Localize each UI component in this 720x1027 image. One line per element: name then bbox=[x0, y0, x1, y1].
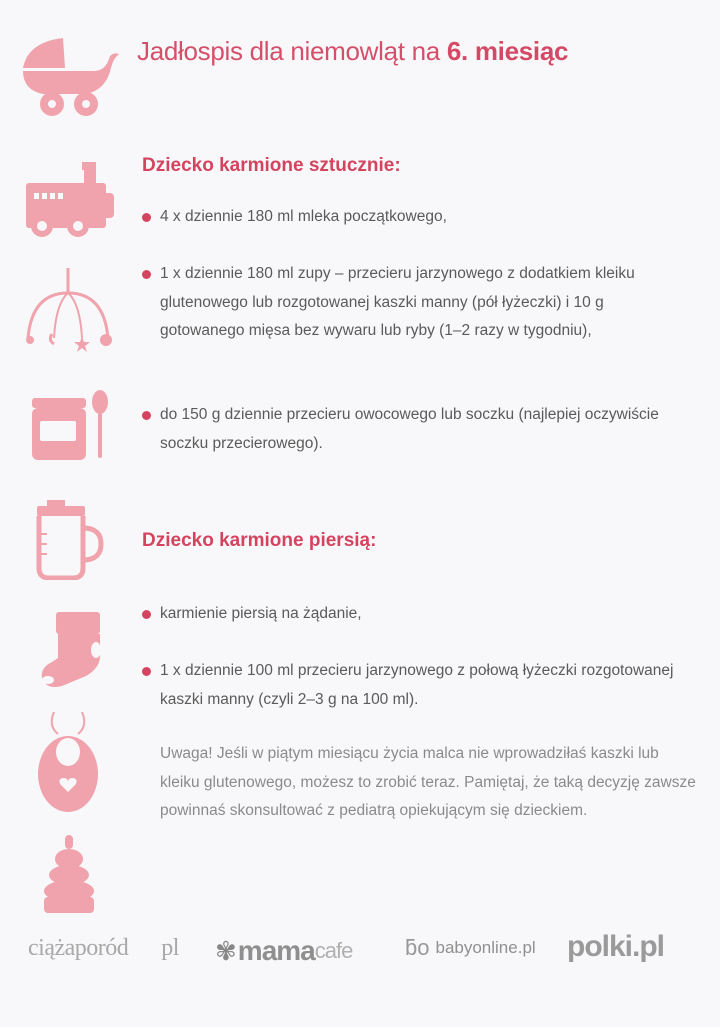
logo-babyonline[interactable]: ƃo babyonline.pl bbox=[405, 935, 536, 960]
bullet-icon bbox=[142, 610, 151, 619]
logo-polki[interactable]: polki.pl bbox=[567, 930, 664, 963]
stroller-outline-icon: ƃo bbox=[405, 935, 430, 960]
stacking-toy-icon bbox=[40, 835, 98, 915]
bullet-icon bbox=[142, 213, 151, 222]
bullet-icon bbox=[142, 411, 151, 420]
list-item: 1 x dziennie 100 ml przecieru jarzynowego z połową łyżeczki rozgotowanej kaszki manny (czyli 2–3 g na 100 ml). bbox=[142, 657, 682, 714]
sock-icon bbox=[38, 610, 104, 690]
bullet-icon bbox=[142, 667, 151, 676]
note-paragraph: Uwaga! Jeśli w piątym miesiącu życia malca nie wprowadziłaś kaszki lub kleiku glutenowego, możesz to zrobić teraz. Pamiętaj, że taką decyzję zawsze powinnaś skonsultować z pediatrą opiekującym się dzieckiem. bbox=[160, 745, 696, 819]
list-item: do 150 g dziennie przecieru owocowego lub soczku (najlepiej oczywiście soczku przecierowego). bbox=[142, 401, 682, 458]
heading-formula-fed: Dziecko karmione sztucznie: bbox=[142, 155, 401, 176]
stroller-icon bbox=[18, 38, 123, 118]
train-icon bbox=[22, 160, 117, 240]
baby-mobile-icon bbox=[22, 268, 114, 353]
page-title bbox=[137, 36, 568, 67]
title-regular: Jadłospis dla niemowląt na bbox=[137, 36, 447, 66]
list-item: karmienie piersią na żądanie, bbox=[142, 600, 682, 629]
logo-ciazaporod[interactable]: ciążaporód pl bbox=[28, 935, 179, 961]
logo-mamacafe[interactable]: ✾ mama cafe bbox=[215, 935, 353, 966]
flower-icon: ✾ bbox=[215, 935, 236, 966]
title-bold: 6. miesiąc bbox=[446, 36, 569, 66]
list-item: 1 x dziennie 180 ml zupy – przecieru jarzynowego z dodatkiem kleiku glutenowego lub rozgotowanej kaszki manny (pół łyżeczki) i 10 g gotowanego mięsa bez wywaru lub ryby (1–2 razy w tygodniu), bbox=[142, 260, 682, 346]
bullet-icon bbox=[142, 270, 151, 279]
sippy-cup-icon bbox=[35, 500, 107, 580]
heading-breastfed: Dziecko karmione piersią: bbox=[142, 530, 377, 551]
baby-food-jar-icon bbox=[30, 388, 112, 463]
list-item: 4 x dziennie 180 ml mleka początkowego, bbox=[142, 203, 682, 232]
bib-icon bbox=[36, 712, 100, 822]
